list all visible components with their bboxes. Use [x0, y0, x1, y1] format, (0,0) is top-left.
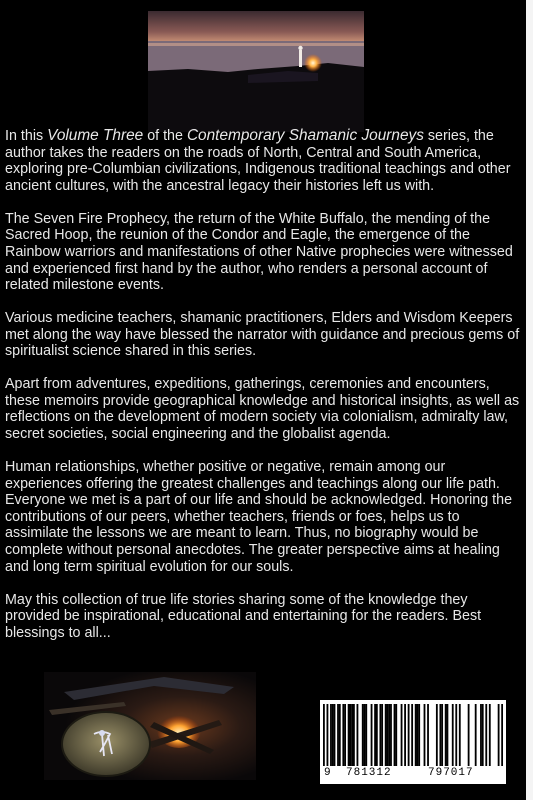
barcode-bar — [436, 704, 438, 766]
barcode-bar — [498, 704, 500, 766]
barcode-bar — [387, 704, 389, 766]
description-paragraph — [5, 310, 520, 360]
barcode-bar — [480, 704, 482, 766]
barcode-bar — [381, 704, 383, 766]
barcode-bar — [394, 704, 396, 766]
barcode-bar — [371, 704, 373, 766]
barcode-bar — [330, 704, 332, 766]
barcode-bar — [401, 704, 403, 766]
emphasized-title: Contemporary Shamanic Journeys — [186, 127, 424, 144]
barcode-bar — [485, 704, 487, 766]
barcode-bar — [441, 704, 443, 766]
barcode-bar — [337, 704, 339, 766]
barcode-bar — [374, 704, 376, 766]
back-cover-description — [5, 128, 520, 658]
paragraph-text: Human relationships, whether positive or negative, remain among our experiences offering the greatest challenges and teachings along our life path. Everyone we met is a part of our life and should be acknowledged. Honoring the contributions of our peers, whether teachers, friends or foes, helps us to assimilate the lessons we are meant to learn. Thus, no biography would be complete without personal anecdotes. The greater perspective aims at healing and long term spiritual evolution for our souls. — [5, 459, 513, 575]
barcode-bar — [482, 704, 484, 766]
paragraph-text: The Seven Fire Prophecy, the return of the White Buffalo, the mending of the Sacred Hoop, the reunion of the Condor and Eagle, the emergence of the Rainbow warriors and manifestations of other Native prophecies were witnessed and experienced first hand by the author, who renders a personal account of related milestone events. — [5, 210, 513, 294]
barcode-bar — [404, 704, 406, 766]
paragraph-text: May this collection of true life stories sharing some of the knowledge they provided be inspirational, educational and entertaining for the readers. Best blessings to all... — [5, 591, 482, 641]
barcode-bar — [323, 704, 325, 766]
sunset-lake-photo — [148, 11, 364, 132]
description-paragraph — [5, 592, 520, 642]
barcode-bar — [379, 704, 381, 766]
barcode-bar — [332, 704, 334, 766]
barcode-bar — [327, 704, 329, 766]
barcode-bar — [455, 704, 457, 766]
barcode-right-group: 797017 — [428, 767, 474, 779]
barcode-bar — [342, 704, 344, 766]
barcode-bar — [348, 704, 350, 766]
barcode-bar — [417, 704, 419, 766]
barcode-bars — [323, 704, 503, 766]
page-edge — [526, 0, 533, 800]
barcode-bar — [445, 704, 447, 766]
barcode-bar — [475, 704, 477, 766]
barcode-bar — [385, 704, 387, 766]
description-paragraph — [5, 459, 520, 575]
barcode-bar — [424, 704, 426, 766]
barcode-bar — [334, 704, 336, 766]
barcode-bar — [357, 704, 359, 766]
barcode-bar — [349, 704, 351, 766]
barcode-bar — [364, 704, 366, 766]
barcode-bar — [365, 704, 367, 766]
barcode-bar — [411, 704, 413, 766]
paragraph-text: of the — [143, 128, 187, 144]
barcode-bar — [468, 704, 470, 766]
barcode-bar — [388, 704, 390, 766]
barcode-bar — [339, 704, 341, 766]
barcode-bar — [395, 704, 397, 766]
isbn-barcode — [320, 700, 506, 784]
barcode-bar — [459, 704, 461, 766]
barcode-bar — [353, 704, 355, 766]
description-paragraph — [5, 211, 520, 294]
emphasized-title: Volume Three — [47, 127, 144, 144]
barcode-bar — [447, 704, 449, 766]
barcode-left-group: 781312 — [346, 767, 392, 779]
paragraph-text: Various medicine teachers, shamanic practitioners, Elders and Wisdom Keepers met along the way have blessed the narrator with guidance and precious gems of spiritualist science shared in this series. — [5, 310, 520, 360]
barcode-bar — [415, 704, 417, 766]
barcode-bar — [418, 704, 420, 766]
barcode-bar — [452, 704, 454, 766]
description-paragraph — [5, 376, 520, 442]
barcode-bar — [489, 704, 491, 766]
campfire-photo — [44, 672, 256, 780]
barcode-bar — [376, 704, 378, 766]
description-paragraph — [5, 128, 520, 194]
barcode-bar — [439, 704, 441, 766]
barcode-bar — [344, 704, 346, 766]
paragraph-text: series, the author takes the readers on the roads of North, Central and South America, exploring pre-Columbian civilizations, Indigenous traditional teachings and other ancient cultures, with the ancestral legacy their histories left us with. — [5, 128, 511, 194]
barcode-lead-digit: 9 — [324, 767, 331, 779]
paragraph-text: In this — [5, 128, 48, 144]
paragraph-text: Apart from adventures, expeditions, gatherings, ceremonies and encounters, these memoirs provide geographical knowledge and historical insights, as well as reflections on the development of modern society via colonialism, admiralty law, secret societies, social engineering and the globalist agenda. — [5, 376, 520, 443]
barcode-bar — [427, 704, 429, 766]
barcode-bar — [351, 704, 353, 766]
barcode-bar — [501, 704, 503, 766]
barcode-bar — [408, 704, 410, 766]
barcode-bar — [390, 704, 392, 766]
barcode-bar — [362, 704, 364, 766]
barcode-digits — [320, 767, 506, 783]
